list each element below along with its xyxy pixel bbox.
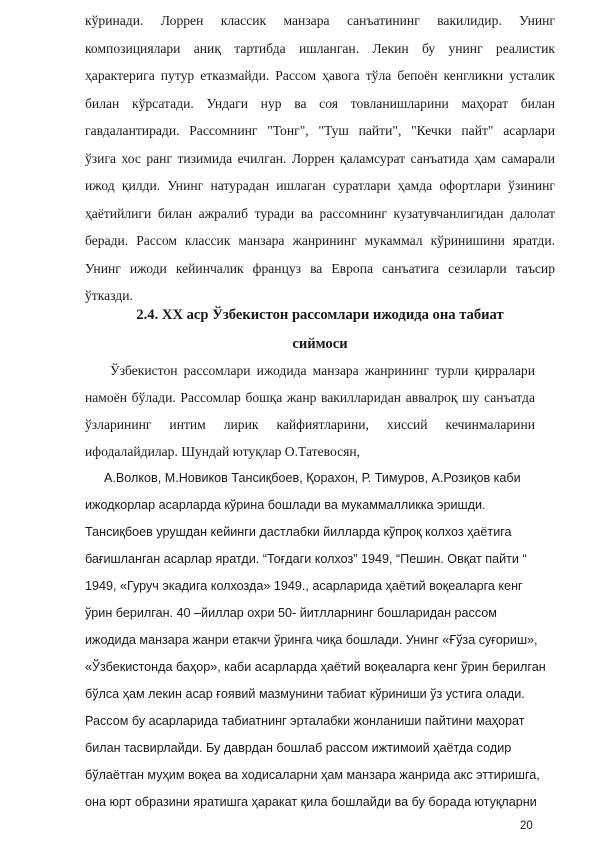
text-line: ижодкорлар асарларда кўрина бошлади ва мукаммалликка эришди. bbox=[85, 498, 486, 512]
text-line: ўтказди. bbox=[85, 288, 133, 303]
section-heading-line-1: 2.4. XX аср Ўзбекистон рассомлари ижодида она табиат bbox=[136, 307, 504, 323]
text-line: бўлаётган муҳим воқеа ва ходисаларни ҳам манзара жанрида акс эттиришга, bbox=[85, 768, 540, 782]
text-line: Ўзбекистон рассомлари ижодида манзара жанрининг турли қирралари bbox=[110, 363, 535, 378]
text-line: ҳаётийлиги билан ажралиб туради ва рассомнинг кузатувчанлигидан далолат bbox=[85, 206, 555, 221]
text-line: гавдалантиради. Рассомнинг "Тонг", "Туш пайти", "Кечки пайт" асарлари bbox=[85, 123, 555, 138]
page-number: 20 bbox=[520, 820, 533, 832]
text-line: Унинг ижоди кейинчалик француз ва Европа санъатига сезиларли таъсир bbox=[85, 261, 555, 276]
text-line: ўзларининг интим лирик кайфиятларини, хиссий кечинмаларини bbox=[85, 417, 535, 432]
section-heading-line-2: сиймоси bbox=[292, 336, 348, 352]
text-line: билан кўрсатади. Ундаги нур ва соя товланишларини маҳорат билан bbox=[85, 96, 555, 111]
text-line: кўринади. Лоррен классик манзара санъатининг вакилидир. Унинг bbox=[85, 13, 555, 28]
text-line: билан тасвирлайди. Бу даврдан бошлаб рассом ижтимоий ҳаётда содир bbox=[85, 741, 512, 755]
text-line: ўзига хос ранг тизимида ечилган. Лоррен қаламсурат санъатида ҳам самарали bbox=[85, 151, 555, 166]
text-line: беради. Рассом классик манзара жанрининг мукаммал кўринишини яратди. bbox=[85, 233, 555, 248]
text-line: бағишланган асарлар яратди. “Тоғдаги колхоз” 1949, “Пешин. Овқат пайти “ bbox=[85, 552, 527, 566]
text-line: ўрин берилган. 40 –йиллар охри 50- йитлларнинг бошларидан рассом bbox=[85, 606, 497, 620]
text-line: ҳарактерига путур етказмайди. Рассом ҳавога тўла бепоён кенгликни усталик bbox=[85, 68, 555, 83]
text-line: Рассом бу асарларида табиатнинг эрталабки жонланиши пайтини маҳорат bbox=[85, 714, 525, 728]
text-line: намоён бўлади. Рассомлар бошқа жанр вакилларидан аввалроқ шу санъатда bbox=[85, 390, 535, 405]
text-line: 1949, «Гуруч экадига колхозда» 1949., асарларида ҳаётий воқеаларга кенг bbox=[85, 579, 523, 593]
text-line: бўлса ҳам лекин асар ғоявий мазмунини табиат кўриниши ўз устига олади. bbox=[85, 687, 525, 701]
text-line: она юрт образини яратишга ҳаракат қила бошлайди ва бу борада ютуқларни bbox=[85, 795, 537, 809]
text-line: ижодида манзара жанри етакчи ўринга чиқа бошлади. Унинг «Ғўза суғориш», bbox=[85, 633, 538, 647]
text-line: ифодалайдилар. Шундай ютуқлар О.Татевосян, bbox=[85, 444, 361, 459]
text-line: А.Волков, М.Новиков Тансиқбоев, Қорахон, Р. Тимуров, А.Розиқов каби bbox=[104, 471, 521, 485]
text-line: «Ўзбекистонда баҳор», каби асарларда ҳаётий воқеаларга кенг ўрин берилган bbox=[85, 660, 546, 674]
text-line: ижод қилди. Унинг натурадан ишлаган суратлари ҳамда офортлари ўзининг bbox=[85, 178, 555, 193]
text-line: Тансиқбоев урушдан кейинги дастлабки йилларда кўпроқ колхоз ҳаётига bbox=[85, 525, 512, 539]
text-line: композициялари аниқ тартибда ишланган. Лекин бу унинг реалистик bbox=[85, 41, 555, 56]
